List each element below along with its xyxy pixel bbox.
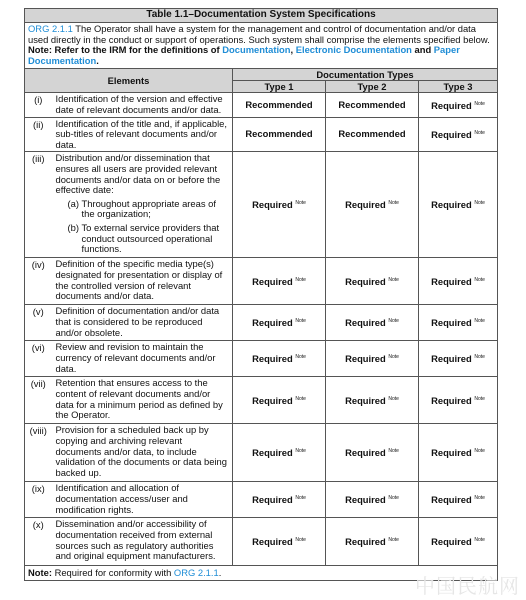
- note-superscript: Note: [474, 130, 485, 137]
- type-2-value: Required $^{Note}$: [326, 305, 419, 341]
- type-1-value: Recommended: [233, 117, 326, 152]
- type-1-value: Required $^{Note}$: [233, 518, 326, 566]
- note-superscript: Note: [474, 495, 485, 502]
- note-superscript: Note: [295, 395, 306, 402]
- note-superscript: Note: [474, 448, 485, 455]
- table-row: [25, 93, 498, 117]
- note-superscript: Note: [295, 276, 306, 283]
- sub-item-label: (a): [67, 197, 79, 209]
- note-superscript: Note: [388, 276, 399, 283]
- type-2-value: Required $^{Note}$: [326, 258, 419, 305]
- table-row: [25, 305, 498, 341]
- type-3-value: Required $^{Note}$: [419, 117, 498, 152]
- note-superscript: Note: [474, 537, 485, 544]
- type-1-value: Required $^{Note}$: [233, 341, 326, 377]
- row-number: (iii): [25, 152, 52, 258]
- row-element-text: Dissemination and/or accessibility of documentation received from external sources such as regulatory authorities and original equipment manufacturers.: [52, 518, 233, 566]
- type-3-value: Required $^{Note}$: [419, 152, 498, 258]
- table-row: [25, 341, 498, 377]
- intro-and: and: [414, 44, 432, 56]
- type-3-value: Required $^{Note}$: [419, 482, 498, 518]
- type-1-value: Recommended: [233, 93, 326, 117]
- row-number: (i): [25, 93, 52, 117]
- footnote-end: .: [218, 567, 222, 579]
- type-3-value: Required $^{Note}$: [419, 341, 498, 377]
- document-page: [24, 8, 497, 581]
- table-row: [25, 117, 498, 152]
- note-superscript: Note: [388, 495, 399, 502]
- intro-note: Note: Refer to the IRM for the definitions of: [28, 44, 220, 56]
- note-superscript: Note: [388, 354, 399, 361]
- note-superscript: Note: [388, 200, 399, 207]
- note-superscript: Note: [295, 354, 306, 361]
- note-superscript: Note: [474, 276, 485, 283]
- header-elements: Elements: [25, 69, 233, 93]
- link-electronic-documentation[interactable]: Electronic Documentation: [295, 44, 412, 56]
- note-superscript: Note: [474, 395, 485, 402]
- row-element-text: [52, 152, 233, 258]
- sub-item-text: Throughout appropriate areas of the organization;: [81, 197, 216, 220]
- type-1-value: Required $^{Note}$: [233, 377, 326, 424]
- row-number: (vi): [25, 341, 52, 377]
- note-superscript: Note: [388, 537, 399, 544]
- table-intro: [25, 23, 498, 69]
- type-2-value: Required $^{Note}$: [326, 518, 419, 566]
- row-element-text: Identification of the title and, if applicable, sub-titles of relevant documents and/or data.: [52, 117, 233, 152]
- note-superscript: Note: [388, 318, 399, 325]
- intro-ref-link[interactable]: ORG 2.1.1: [28, 23, 73, 34]
- type-2-value: Required $^{Note}$: [326, 377, 419, 424]
- footnote-ref-link[interactable]: ORG 2.1.1: [173, 567, 219, 579]
- note-superscript: Note: [474, 318, 485, 325]
- row-element-text: Review and revision to maintain the currency of relevant documents and/or data.: [52, 341, 233, 377]
- type-2-value: Required $^{Note}$: [326, 424, 419, 482]
- table-row: [25, 518, 498, 566]
- note-superscript: Note: [295, 537, 306, 544]
- type-3-value: Required $^{Note}$: [419, 93, 498, 117]
- footnote-text: Required for conformity with: [54, 567, 172, 579]
- note-superscript: Note: [474, 100, 485, 107]
- type-3-value: Required $^{Note}$: [419, 258, 498, 305]
- row-number: (v): [25, 305, 52, 341]
- type-2-value: Required $^{Note}$: [326, 482, 419, 518]
- row-element-main: Distribution and/or dissemination that ensures all users are provided relevant documents and/or data on or before the effective date:: [55, 152, 221, 196]
- note-superscript: Note: [295, 200, 306, 207]
- type-2-value: Recommended: [326, 117, 419, 152]
- note-superscript: Note: [388, 448, 399, 455]
- type-3-value: Required $^{Note}$: [419, 305, 498, 341]
- watermark: 中国民航网: [415, 574, 520, 598]
- row-element-text: Identification and allocation of documentation access/user and modification rights.: [52, 482, 233, 518]
- intro-sep: ,: [290, 44, 294, 56]
- type-1-value: Required $^{Note}$: [233, 482, 326, 518]
- sub-item-b: [56, 223, 230, 255]
- row-number: (ix): [25, 482, 52, 518]
- header-type-3: Type 3: [419, 81, 498, 93]
- note-superscript: Note: [474, 200, 485, 207]
- type-3-value: Required $^{Note}$: [419, 377, 498, 424]
- row-number: (x): [25, 518, 52, 566]
- note-superscript: Note: [295, 448, 306, 455]
- footnote-label: Note:: [28, 567, 52, 579]
- type-1-value: Required $^{Note}$: [233, 152, 326, 258]
- type-2-value: Recommended: [326, 93, 419, 117]
- row-number: (iv): [25, 258, 52, 305]
- intro-text: The Operator shall have a system for the management and control of documentation and/or data used directly in the conduct or support of operations. Such system shall comprise the elements specified below.: [28, 23, 490, 45]
- row-element-text: Identification of the version and effective date of relevant documents and/or data.: [52, 93, 233, 117]
- note-superscript: Note: [388, 395, 399, 402]
- row-element-text: Provision for a scheduled back up by copying and archiving relevant documents and/or data, to include validation of the documents or data being backed up.: [52, 424, 233, 482]
- row-number: (ii): [25, 117, 52, 152]
- row-number: (viii): [25, 424, 52, 482]
- specifications-table: [24, 8, 498, 581]
- type-2-value: Required $^{Note}$: [326, 341, 419, 377]
- table-title: Table 1.1–Documentation System Specifications: [25, 9, 498, 23]
- header-type-2: Type 2: [326, 81, 419, 93]
- table-row: [25, 258, 498, 305]
- type-1-value: Required $^{Note}$: [233, 424, 326, 482]
- row-element-text: Definition of the specific media type(s) designated for presentation or display of the controlled version of relevant documents and/or data.: [52, 258, 233, 305]
- type-1-value: Required $^{Note}$: [233, 258, 326, 305]
- link-paper-documentation[interactable]: Paper Documentation: [28, 44, 460, 66]
- row-element-text: Retention that ensures access to the content of relevant documents and/or data for a minimum period as defined by the Operator.: [52, 377, 233, 424]
- note-superscript: Note: [474, 354, 485, 361]
- type-2-value: Required $^{Note}$: [326, 152, 419, 258]
- table-row: [25, 377, 498, 424]
- note-superscript: Note: [295, 318, 306, 325]
- type-3-value: Required $^{Note}$: [419, 424, 498, 482]
- type-1-value: Required $^{Note}$: [233, 305, 326, 341]
- row-number: (vii): [25, 377, 52, 424]
- intro-end: .: [96, 54, 99, 66]
- type-3-value: Required $^{Note}$: [419, 518, 498, 566]
- table-row: [25, 482, 498, 518]
- header-type-1: Type 1: [233, 81, 326, 93]
- link-documentation[interactable]: Documentation: [222, 44, 291, 56]
- table-row: [25, 424, 498, 482]
- sub-item-a: [56, 199, 230, 220]
- sub-item-text: To external service providers that conduct outsourced operational functions.: [81, 221, 220, 255]
- table-row: [25, 152, 498, 258]
- header-documentation-types: Documentation Types: [233, 69, 498, 81]
- note-superscript: Note: [295, 495, 306, 502]
- row-element-text: Definition of documentation and/or data that is considered to be reproduced and/or obsolete.: [52, 305, 233, 341]
- sub-item-label: (b): [67, 221, 79, 233]
